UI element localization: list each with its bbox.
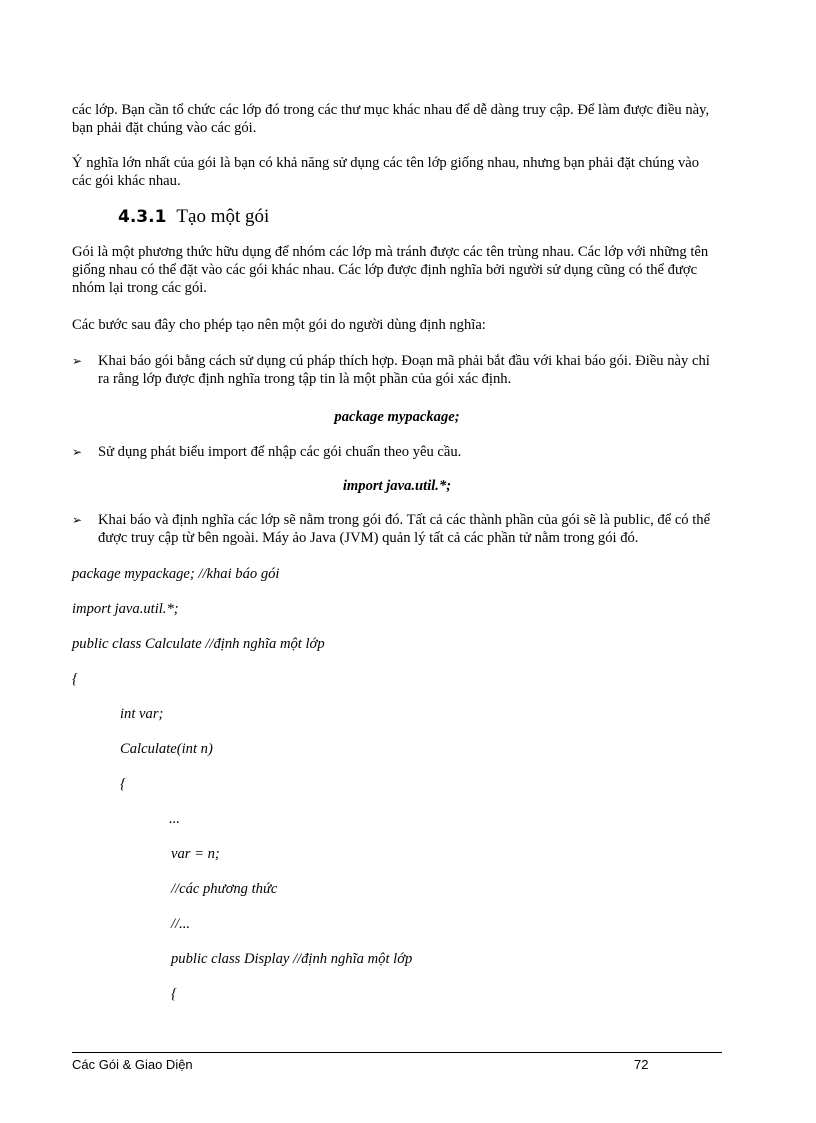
code-line: public class Calculate //định nghĩa một lớp (72, 636, 325, 652)
code-line: int var; (120, 706, 164, 722)
section-heading (118, 206, 269, 228)
code-line: public class Display //định nghĩa một lớp (171, 951, 413, 967)
code-package-statement: package mypackage; (334, 409, 460, 425)
section-number: 4.3.1 (118, 207, 167, 227)
code-line: { (120, 776, 126, 792)
paragraph-gói-meaning: Ý nghĩa lớn nhất của gói là bạn có khả năng sử dụng các tên lớp giống nhau, nhưng bạn phải đặt chúng vào các gói khác nhau. (72, 155, 700, 189)
paragraph-steps-intro: Các bước sau đây cho phép tạo nên một gói do người dùng định nghĩa: (72, 317, 486, 333)
arrow-bullet-icon: ➢ (72, 445, 83, 459)
footer-title: Các Gói & Giao Diện (72, 1057, 193, 1072)
code-line: Calculate(int n) (120, 741, 213, 757)
code-line: import java.util.*; (72, 601, 179, 617)
code-line: { (72, 671, 78, 687)
list-item-text: Khai báo gói bằng cách sử dụng cú pháp thích hợp. Đoạn mã phải bắt đầu với khai báo gói. Điều này chỉ ra rằng lớp được định nghĩa trong tập tin là một phần của gói xác định. (98, 353, 710, 387)
paragraph-intro: các lớp. Bạn cần tổ chức các lớp đó trong các thư mục khác nhau để dễ dàng truy cập. Để làm được điều này, bạn phải đặt chúng vào các gói. (72, 102, 710, 136)
code-line: var = n; (171, 846, 220, 862)
code-line: package mypackage; //khai báo gói (72, 566, 280, 582)
code-line: { (171, 986, 177, 1002)
section-title: Tạo một gói (176, 206, 270, 227)
code-line: //... (171, 916, 191, 932)
page-number: 72 (634, 1057, 649, 1072)
code-line: ... (169, 811, 180, 827)
code-import-statement: import java.util.*; (342, 478, 452, 494)
arrow-bullet-icon: ➢ (72, 354, 83, 368)
paragraph-package-purpose: Gói là một phương thức hữu dụng để nhóm các lớp mà tránh được các tên trùng nhau. Các lớp với những tên giống nhau có thể đặt vào các gói khác nhau. Các lớp được định nghĩa bởi người sử dụng cũng có thể được nhóm lại trong các gói. (72, 244, 709, 296)
code-line: //các phương thức (171, 881, 278, 897)
arrow-bullet-icon: ➢ (72, 513, 83, 527)
list-item-text: Sử dụng phát biểu import để nhập các gói chuẩn theo yêu cầu. (98, 444, 462, 460)
list-item-text: Khai báo và định nghĩa các lớp sẽ nằm trong gói đó. Tất cả các thành phần của gói sẽ là public, để có thể được truy cập từ bên ngoài. Máy ảo Java (JVM) quản lý tất cả các phần tử nằm trong gói đó. (98, 512, 711, 546)
footer-divider (72, 1052, 722, 1053)
